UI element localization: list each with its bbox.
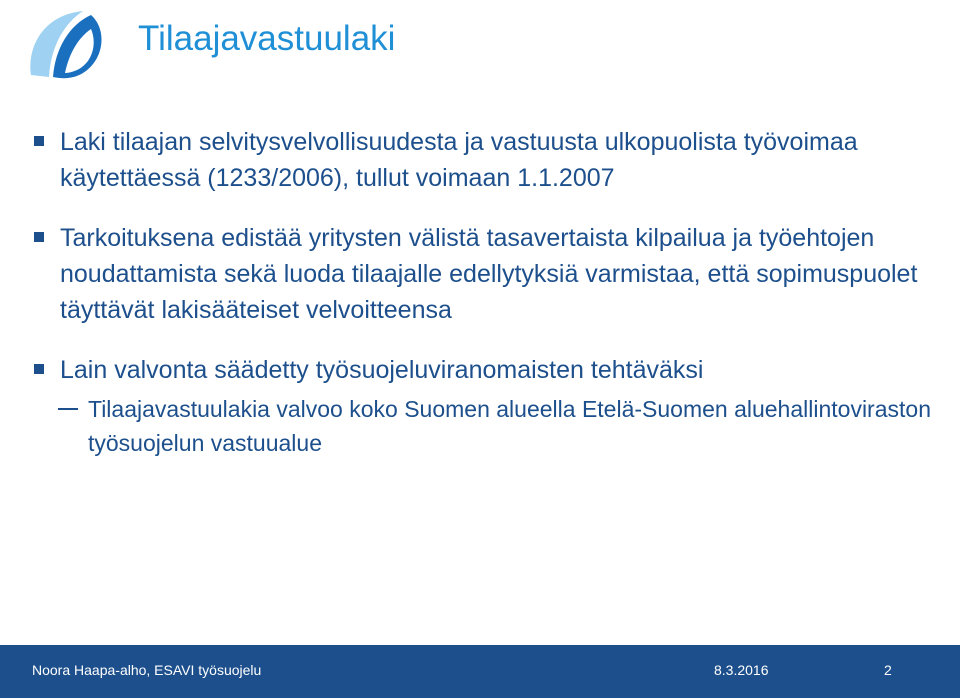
footer-bar: [0, 645, 960, 698]
slide-title: Tilaajavastuulaki: [138, 19, 396, 58]
avi-logo-icon: [25, 7, 107, 83]
square-bullet-icon: [34, 232, 44, 242]
square-bullet-icon: [34, 136, 44, 146]
slide-content: [30, 124, 940, 460]
footer-page-number: 2: [884, 662, 892, 678]
sub-bullet-item: [30, 392, 940, 460]
sub-bullet-text: Tilaajavastuulakia valvoo koko Suomen alueella Etelä-Suomen aluehallintoviraston työsuojelun vastuualue: [88, 396, 931, 456]
bullet-item: [30, 352, 940, 388]
footer-author: Noora Haapa-alho, ESAVI työsuojelu: [32, 662, 262, 678]
bullet-item: [30, 124, 940, 196]
square-bullet-icon: [34, 364, 44, 374]
bullet-item: [30, 220, 940, 328]
bullet-text: Laki tilaajan selvitysvelvollisuudesta ja vastuusta ulkopuolista työvoimaa käytettäessä (1233/2006), tullut voimaan 1.1.2007: [60, 128, 858, 192]
footer-date: 8.3.2016: [714, 662, 769, 678]
bullet-text: Tarkoituksena edistää yritysten välistä tasavertaista kilpailua ja työehtojen noudattamista sekä luoda tilaajalle edellytyksiä varmistaa, että sopimuspuolet täyttävät lakisääteiset velvoitteensa: [60, 224, 918, 324]
dash-icon: [58, 408, 78, 410]
bullet-text: Lain valvonta säädetty työsuojeluviranomaisten tehtäväksi: [60, 356, 704, 384]
